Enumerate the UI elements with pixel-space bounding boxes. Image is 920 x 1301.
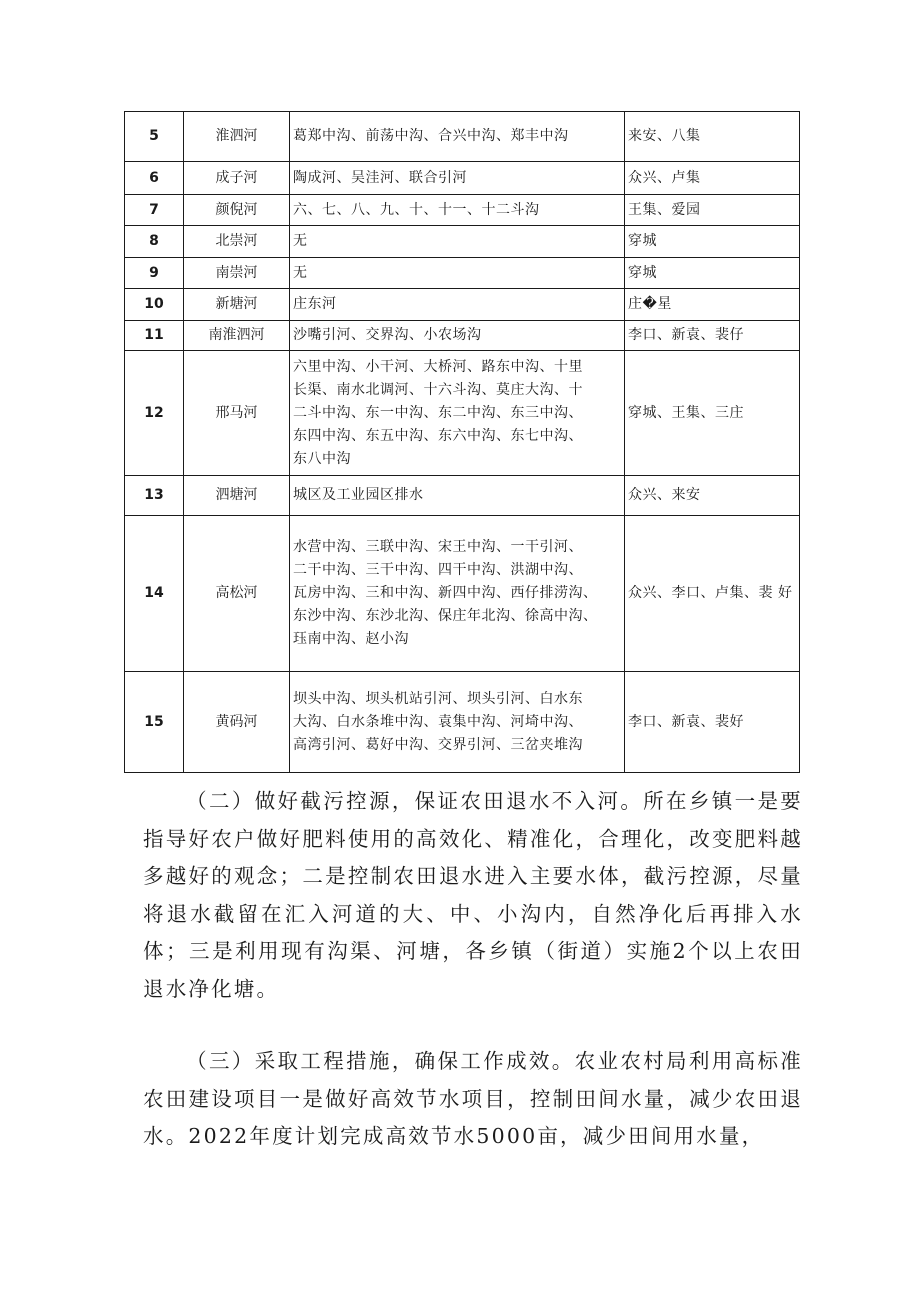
river-name: 淮泗河 (184, 112, 290, 162)
table-row (125, 112, 800, 162)
river-name: 邢马河 (184, 351, 290, 476)
row-number: 12 (125, 351, 184, 476)
row-number: 7 (125, 195, 184, 226)
river-name: 成子河 (184, 162, 290, 195)
tributaries-cell: 六里中沟、小干河、大桥河、路东中沟、十里 长渠、南水北调河、十六斗沟、莫庄大沟、十 二斗中沟、东一中沟、东二中沟、东三中沟、 东四中沟、东五中沟、东六中沟、东七中沟、 东八中沟 (290, 351, 625, 476)
row-number: 9 (125, 258, 184, 289)
towns-cell: 庄�星 (625, 289, 800, 321)
towns-cell: 众兴、来安 (625, 476, 800, 516)
tributaries-cell: 无 (290, 258, 625, 289)
towns-cell: 穿城、王集、三庄 (625, 351, 800, 476)
row-number: 6 (125, 162, 184, 195)
river-name: 高松河 (184, 516, 290, 672)
river-table (124, 111, 800, 773)
towns-cell: 李口、新袁、裴仔 (625, 321, 800, 351)
table-row (125, 516, 800, 672)
tributaries-cell: 坝头中沟、坝头机站引河、坝头引河、白水东 大沟、白水条堆中沟、袁集中沟、河埼中沟、 高湾引河、葛好中沟、交界引河、三岔夹堆沟 (290, 672, 625, 773)
river-name: 颜倪河 (184, 195, 290, 226)
paragraph-pollution-control (143, 783, 803, 1009)
table-row (125, 672, 800, 773)
river-name: 北崇河 (184, 226, 290, 258)
row-number: 13 (125, 476, 184, 516)
river-name: 南淮泗河 (184, 321, 290, 351)
tributaries-cell: 沙嘴引河、交界沟、小农场沟 (290, 321, 625, 351)
tributaries-cell: 庄东河 (290, 289, 625, 321)
paragraph-text: （二）做好截污控源，保证农田退水不入河。所在乡镇一是要指导好农户做好肥料使用的高效化、精准化，合理化，改变肥料越多越好的观念；二是控制农田退水进入主要水体，截污控源，尽量将退水截留在汇入河道的大、中、小沟内，自然净化后再排入水体；三是利用现有沟渠、河塘，各乡镇（街道）实施2个以上农田退水净化塘。 (143, 789, 803, 1001)
tributaries-cell: 水营中沟、三联中沟、宋王中沟、一干引河、 二干中沟、三干中沟、四干中沟、洪湖中沟、 瓦房中沟、三和中沟、新四中沟、西仔排涝沟、 东沙中沟、东沙北沟、保庄年北沟、徐高中沟、 珏南中沟、赵小沟 (290, 516, 625, 672)
table-row (125, 321, 800, 351)
river-name: 新塘河 (184, 289, 290, 321)
row-number: 5 (125, 112, 184, 162)
towns-cell: 李口、新袁、裴好 (625, 672, 800, 773)
row-number: 8 (125, 226, 184, 258)
table-row (125, 289, 800, 321)
table-row (125, 162, 800, 195)
river-name: 泗塘河 (184, 476, 290, 516)
tributaries-cell: 无 (290, 226, 625, 258)
table-row (125, 351, 800, 476)
towns-cell: 穿城 (625, 226, 800, 258)
paragraph-engineering-measures (143, 1043, 803, 1156)
row-number: 10 (125, 289, 184, 321)
river-name: 黄码河 (184, 672, 290, 773)
tributaries-cell: 城区及工业园区排水 (290, 476, 625, 516)
towns-cell: 众兴、李口、卢集、裴 好 (625, 516, 800, 672)
tributaries-cell: 六、七、八、九、十、十一、十二斗沟 (290, 195, 625, 226)
table-row (125, 226, 800, 258)
row-number: 11 (125, 321, 184, 351)
table-row (125, 476, 800, 516)
towns-cell: 众兴、卢集 (625, 162, 800, 195)
row-number: 14 (125, 516, 184, 672)
table-row (125, 195, 800, 226)
paragraph-text: （三）采取工程措施，确保工作成效。农业农村局利用高标准农田建设项目一是做好高效节水项目，控制田间水量，减少农田退水。2022年度计划完成高效节水5000亩，减少田间用水量， (143, 1049, 803, 1149)
towns-cell: 穿城 (625, 258, 800, 289)
river-name: 南崇河 (184, 258, 290, 289)
towns-cell: 来安、八集 (625, 112, 800, 162)
table-row (125, 258, 800, 289)
tributaries-cell: 葛郑中沟、前荡中沟、合兴中沟、郑丰中沟 (290, 112, 625, 162)
towns-cell: 王集、爱园 (625, 195, 800, 226)
tributaries-cell: 陶成河、吴洼河、联合引河 (290, 162, 625, 195)
row-number: 15 (125, 672, 184, 773)
